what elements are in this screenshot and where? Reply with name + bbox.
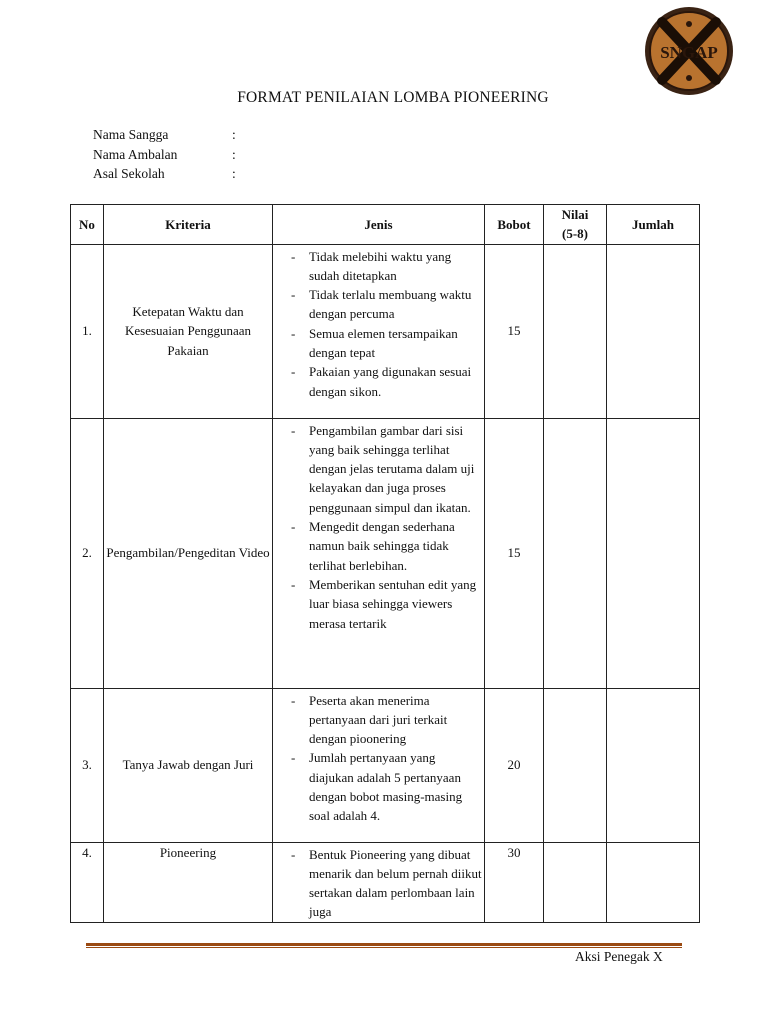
jenis-item: - Jumlah pertanyaan yang diajukan adalah 5 pertanyaan dengan bobot masing-masing soal adalah 4.: [277, 748, 482, 825]
svg-text:SNGAP: SNGAP: [660, 43, 718, 62]
header-kriteria: Kriteria: [104, 205, 273, 245]
jenis-item: - Pengambilan gambar dari sisi yang baik sehingga terlihat dengan jelas terutama dalam uji kelayakan dan juga proses penggunaan simpul dan ikatan.: [277, 421, 482, 517]
row-jumlah[interactable]: [607, 244, 700, 418]
header-jumlah: Jumlah: [607, 205, 700, 245]
row-jenis: [273, 842, 485, 922]
assessment-table: [70, 204, 700, 923]
info-separator: :: [232, 166, 236, 181]
row-jumlah[interactable]: [607, 418, 700, 688]
info-label: Nama Sangga: [93, 127, 169, 142]
row-jenis: [273, 418, 485, 688]
row-no: 2.: [71, 418, 104, 688]
info-row-nama-sangga: [93, 125, 236, 145]
jenis-item: - Semua elemen tersampaikan dengan tepat: [277, 324, 482, 363]
row-kriteria: Pengambilan/Pengeditan Video: [104, 418, 273, 688]
info-label: Nama Ambalan: [93, 146, 178, 162]
participant-info: [93, 125, 236, 184]
info-label: Asal Sekolah: [93, 166, 165, 181]
sngap-logo: [644, 6, 734, 96]
row-nilai[interactable]: [544, 418, 607, 688]
jenis-item: - Pakaian yang digunakan sesuai dengan sikon.: [277, 362, 482, 401]
table-row: [71, 418, 700, 688]
row-no: 3.: [71, 688, 104, 842]
row-nilai[interactable]: [544, 842, 607, 922]
row-kriteria: Tanya Jawab dengan Juri: [104, 688, 273, 842]
row-bobot: 20: [485, 688, 544, 842]
table-row: [71, 244, 700, 418]
footer-rule-thin: [86, 947, 682, 948]
row-bobot: 15: [485, 418, 544, 688]
footer-text: Aksi Penegak X: [575, 949, 663, 964]
table-header-row: [71, 205, 700, 245]
row-jumlah[interactable]: [607, 688, 700, 842]
row-kriteria: Pioneering: [104, 842, 273, 922]
row-jumlah[interactable]: [607, 842, 700, 922]
header-nilai: Nilai (5-8): [544, 205, 607, 245]
row-kriteria: Ketepatan Waktu dan Kesesuaian Penggunaan Pakaian: [104, 244, 273, 418]
page-title: FORMAT PENILAIAN LOMBA PIONEERING: [237, 89, 549, 106]
row-jenis: [273, 244, 485, 418]
row-no: 4.: [71, 842, 104, 922]
table-row: [71, 688, 700, 842]
header-no: No: [71, 205, 104, 245]
jenis-item: - Mengedit dengan sederhana namun baik sehingga tidak terlihat berlebihan.: [277, 517, 482, 575]
row-nilai[interactable]: [544, 688, 607, 842]
row-no: 1.: [71, 244, 104, 418]
row-nilai[interactable]: [544, 244, 607, 418]
row-jenis: [273, 688, 485, 842]
info-separator: :: [232, 127, 236, 142]
jenis-item: - Bentuk Pioneering yang dibuat menarik dan belum pernah diikut sertakan dalam perlombaan lain juga: [277, 845, 482, 922]
jenis-item: - Peserta akan menerima pertanyaan dari juri terkait dengan pioonering: [277, 691, 482, 749]
info-row-nama-ambalan: [93, 145, 236, 165]
jenis-item: - Tidak terlalu membuang waktu dengan percuma: [277, 285, 482, 324]
jenis-item: - Tidak melebihi waktu yang sudah ditetapkan: [277, 247, 482, 286]
row-bobot: 15: [485, 244, 544, 418]
table-row: [71, 842, 700, 922]
row-bobot: 30: [485, 842, 544, 922]
header-jenis: Jenis: [273, 205, 485, 245]
header-bobot: Bobot: [485, 205, 544, 245]
info-row-asal-sekolah: [93, 164, 236, 184]
jenis-item: - Memberikan sentuhan edit yang luar biasa sehingga viewers merasa tertarik: [277, 575, 482, 633]
info-separator: :: [232, 146, 236, 162]
footer-rule-thick: [86, 943, 682, 946]
